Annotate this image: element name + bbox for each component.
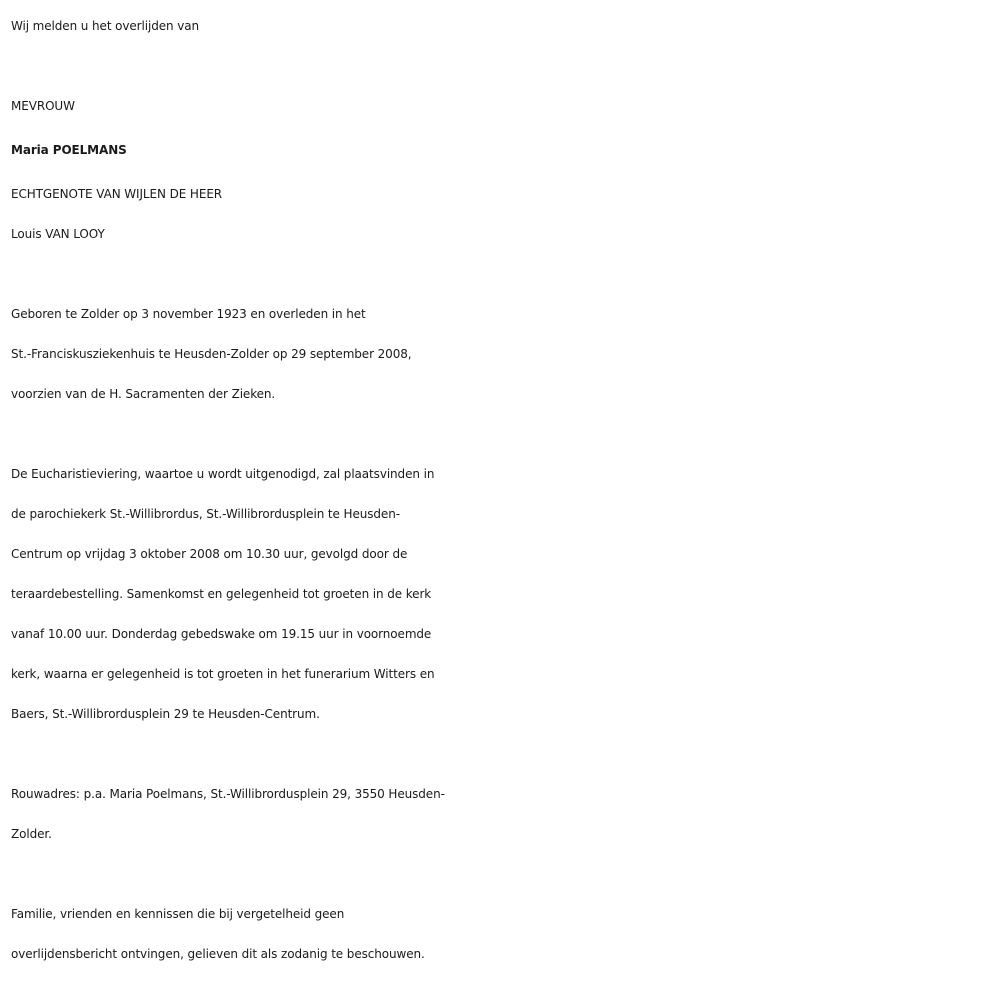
paragraph-line: de parochiekerk St.-Willibrordus, St.-Willibrordusplein te Heusden- (11, 507, 400, 521)
paragraph-line: kerk, waarna er gelegenheid is tot groeten in het funerarium Witters en (11, 667, 435, 681)
paragraph-line: teraardebestelling. Samenkomst en gelegenheid tot groeten in de kerk (11, 587, 432, 601)
deceased-name: Maria POELMANS (11, 143, 127, 157)
paragraph-line: Rouwadres: p.a. Maria Poelmans, St.-Willibrordusplein 29, 3550 Heusden- (11, 787, 445, 801)
spouse-name: Louis VAN LOOY (11, 227, 105, 241)
paragraph-line: overlijdensbericht ontvingen, gelieven dit als zodanig te beschouwen. (11, 947, 425, 961)
intro-text: Wij melden u het overlijden van (11, 19, 199, 33)
paragraph-line: vanaf 10.00 uur. Donderdag gebedswake om 19.15 uur in voornoemde (11, 627, 432, 641)
paragraph-line: Baers, St.-Willibrordusplein 29 te Heusden-Centrum. (11, 707, 320, 721)
spacer (11, 46, 1000, 86)
spacer (11, 854, 1000, 894)
paragraph-line: St.-Franciskusziekenhuis te Heusden-Zolder op 29 september 2008, (11, 347, 412, 361)
spouse-prefix: ECHTGENOTE VAN WIJLEN DE HEER (11, 187, 223, 201)
paragraph-line: Zolder. (11, 827, 52, 841)
paragraph-line: Centrum op vrijdag 3 oktober 2008 om 10.30 uur, gevolgd door de (11, 547, 408, 561)
paragraph-line: Geboren te Zolder op 3 november 1923 en overleden in het (11, 307, 366, 321)
ceremony-paragraph (11, 454, 1000, 734)
paragraph-line: De Eucharistieviering, waartoe u wordt uitgenodigd, zal plaatsvinden in (11, 467, 435, 481)
paragraph-line: voorzien van de H. Sacramenten der Zieken. (11, 387, 276, 401)
address-paragraph (11, 774, 1000, 854)
spacer (11, 254, 1000, 294)
closing-paragraph (11, 894, 1000, 974)
title-prefix: MEVROUW (11, 99, 75, 113)
birth-death-paragraph (11, 294, 1000, 414)
spacer (11, 734, 1000, 774)
spacer (11, 414, 1000, 454)
paragraph-line: Familie, vrienden en kennissen die bij vergetelheid geen (11, 907, 345, 921)
